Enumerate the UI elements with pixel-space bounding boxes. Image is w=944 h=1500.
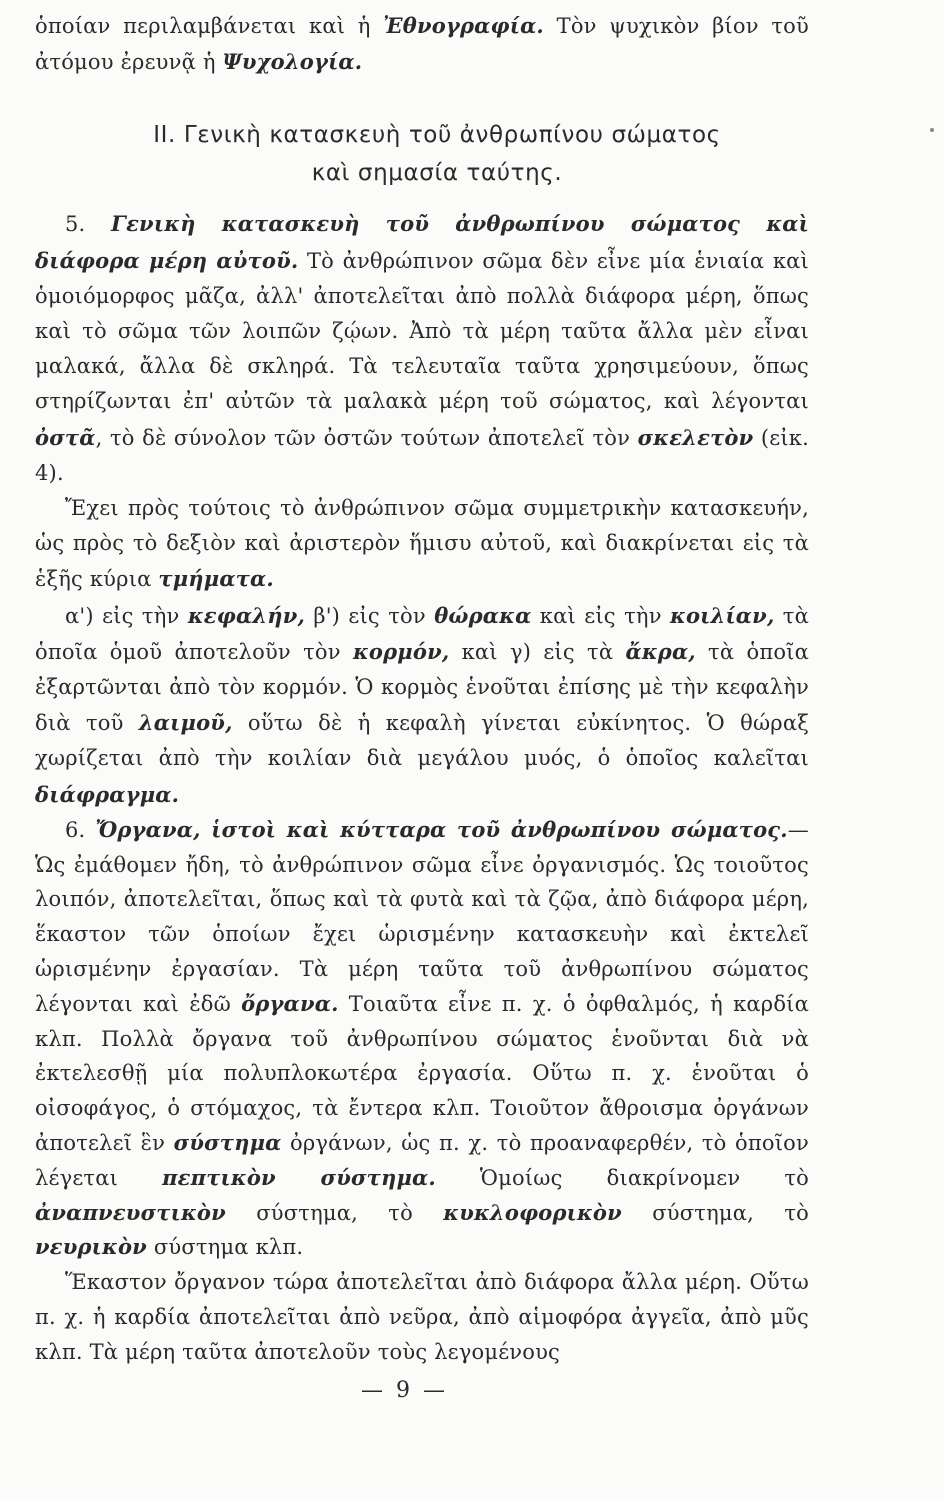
section-5-paragraph bbox=[35, 206, 809, 491]
term-limbs: ἄκρα, bbox=[625, 638, 696, 664]
term-organs: ὄργανα. bbox=[241, 990, 339, 1016]
section-number: 5. bbox=[65, 212, 111, 237]
intro-text: τοῦ ἀτόμου ἐρευνᾷ ἡ bbox=[35, 14, 809, 75]
body-text: Τοιαῦτα εἶνε π. χ. ὁ ὀφθαλμός, ἡ καρδία κλπ. Πολλὰ ὄργανα τοῦ ἀνθρωπίνου σώματος ἑνοῦνται διὰ νὰ ἐκτελεσθῇ μία πολυπλοκωτέρα ἐργασία. Οὕτω π. χ. ἑνοῦται ὁ οἰσοφάγος, ὁ στόμαχος, τὰ ἔντερα κλπ. Τοιοῦτον ἄθροισμα ὀργάνων ἀποτελεῖ ἓν bbox=[35, 991, 810, 1156]
chapter-heading bbox=[35, 116, 809, 192]
term-neck: λαιμοῦ, bbox=[138, 710, 233, 736]
term-skeleton: σκελετὸν bbox=[637, 424, 754, 450]
body-text: (εἰκ. 4). bbox=[35, 425, 809, 485]
chapter-heading-line-2: καὶ σημασία ταύτης. bbox=[311, 160, 563, 187]
intro-text: ὁποίαν περιλαμβάνεται καὶ ἡ bbox=[35, 14, 384, 38]
body-text: Ὁμοίως διακρίνομεν τὸ bbox=[435, 1165, 810, 1190]
term-sections: τμήματα. bbox=[158, 566, 274, 592]
body-paragraph-body-parts bbox=[35, 598, 809, 813]
body-text: Ἔχει πρὸς τούτοις τὸ ἀνθρώπινον σῶμα συμμετρικὴν κατασκευήν, ὡς πρὸς τὸ δεξιὸν καὶ ἀριστερὸν ἥμισυ αὐτοῦ, καὶ διακρίνεται εἰς τὰ ἑξῆς κύρια bbox=[35, 496, 809, 592]
body-text: , τὸ δὲ σύνολον τῶν ὀστῶν τούτων ἀποτελεῖ τὸν bbox=[95, 425, 638, 450]
section-number: 6. bbox=[65, 817, 96, 842]
body-text: σύστημα, τὸ bbox=[225, 1200, 444, 1225]
body-text: τὰ ὁποῖα ἐξαρτῶνται ἀπὸ τὸν κορμόν. Ὁ κορμὸς ἑνοῦται ἐπίσης μὲ τὴν κεφαλὴν διὰ τοῦ bbox=[35, 639, 809, 736]
body-text: β') εἰς τὸν bbox=[305, 603, 435, 628]
term-psychology: Ψυχολογία. bbox=[222, 49, 363, 75]
body-text: Ἕκαστον ὄργανον τώρα ἀποτελεῖται ἀπὸ διάφορα ἄλλα μέρη. Οὕτω π. χ. ἡ καρδία ἀποτελεῖται ἀπὸ νεῦρα, ἀπὸ αἱμοφόρα ἀγγεῖα, ἀπὸ μῦς κλπ. Τὰ μέρη ταῦτα ἀποτελοῦν τοὺς λεγομένους bbox=[35, 1270, 809, 1364]
intro-text: Τὸν ψυχικὸν βίον bbox=[543, 14, 759, 38]
scan-speck bbox=[930, 128, 934, 132]
term-diaphragm: διάφραγμα. bbox=[35, 781, 180, 807]
body-text: ὀργάνων, ὡς π. χ. τὸ προαναφερθέν, τὸ ὁποῖον λέγεται bbox=[35, 1131, 809, 1190]
body-text: σύστημα κλπ. bbox=[146, 1235, 304, 1260]
body-text: σύστημα, τὸ bbox=[621, 1200, 809, 1225]
chapter-heading-line-1: II. Γενικὴ κατασκευὴ τοῦ ἀνθρωπίνου σώματος bbox=[153, 122, 721, 149]
term-circulatory: κυκλοφορικὸν bbox=[443, 1199, 622, 1225]
term-head: κεφαλήν, bbox=[187, 602, 305, 628]
body-paragraph-organ-parts bbox=[35, 1265, 809, 1369]
intro-paragraph bbox=[35, 8, 809, 80]
term-system: σύστημα bbox=[173, 1130, 282, 1156]
body-text: καὶ γ) εἰς τὰ bbox=[449, 639, 626, 664]
body-text: —Ὡς ἐμάθομεν ἤδη, τὸ ἀνθρώπινον σῶμα εἶνε ὀργανισμός. Ὡς τοιοῦτος λοιπόν, ἀποτελεῖται, ὅπως καὶ τὰ φυτὰ καὶ τὰ ζῷα, ἀπὸ διάφορα μέρη, ἕκαστον τῶν ὁποίων ἔχει ὡρισμένην κατασκευὴν καὶ ἐκτελεῖ ὡρισμένην ἐργασίαν. Τὰ μέρη ταῦτα τοῦ ἀνθρωπίνου σώματος λέγονται καὶ ἐδῶ bbox=[35, 817, 809, 1016]
body-text: οὕτω δὲ ἡ κεφαλὴ γίνεται εὐκίνητος. Ὁ θώραξ χωρίζεται ἀπὸ τὴν κοιλίαν διὰ μεγάλου μυός, ὁ ὁποῖος καλεῖται bbox=[35, 711, 809, 771]
body-text: α') εἰς τὴν bbox=[65, 603, 188, 628]
term-respiratory: ἀναπνευστικὸν bbox=[35, 1199, 226, 1225]
page-number: — 9 — bbox=[361, 1378, 448, 1403]
term-digestive-system: πεπτικὸν σύστημα. bbox=[162, 1164, 436, 1190]
body-text: τὰ ὁποῖα ὁμοῦ ἀποτελοῦν τὸν bbox=[35, 603, 809, 664]
body-text: καὶ εἰς τὴν bbox=[531, 603, 671, 628]
term-trunk: κορμόν, bbox=[352, 638, 450, 664]
term-bones: ὀστᾶ bbox=[35, 424, 96, 450]
body-text: Τὸ ἀνθρώπινον σῶμα δὲν εἶνε μία ἑνιαία καὶ ὁμοιόμορφος μᾶζα, ἀλλ' ἀποτελεῖται ἀπὸ πολλὰ διάφορα μέρη, ὅπως καὶ τὸ σῶμα τῶν λοιπῶν ζῴων. Ἀπὸ τὰ μέρη ταῦτα ἄλλα μὲν εἶναι μαλακά, ἄλλα δὲ σκληρά. Τὰ τελευταῖα ταῦτα χρησιμεύουν, ὅπως στηρίζωνται ἐπ' αὐτῶν τὰ μαλακὰ μέρη τοῦ σώματος, καὶ λέγονται bbox=[35, 248, 809, 414]
term-ethnography: Ἐθνογραφία. bbox=[383, 13, 544, 38]
section-6-paragraph bbox=[35, 813, 809, 1265]
section-title: Γενικὴ κατασκευὴ τοῦ ἀνθρωπίνου σώματος καὶ διάφορα μέρη αὐτοῦ. bbox=[35, 211, 810, 273]
term-nervous: νευρικὸν bbox=[35, 1234, 147, 1260]
term-thorax: θώρακα bbox=[434, 602, 532, 628]
term-abdomen: κοιλίαν, bbox=[670, 602, 775, 628]
body-paragraph-symmetry bbox=[35, 491, 809, 598]
section-title: Ὄργανα, ἱστοὶ καὶ κύτταρα τοῦ ἀνθρωπίνου σώματος. bbox=[95, 816, 788, 842]
